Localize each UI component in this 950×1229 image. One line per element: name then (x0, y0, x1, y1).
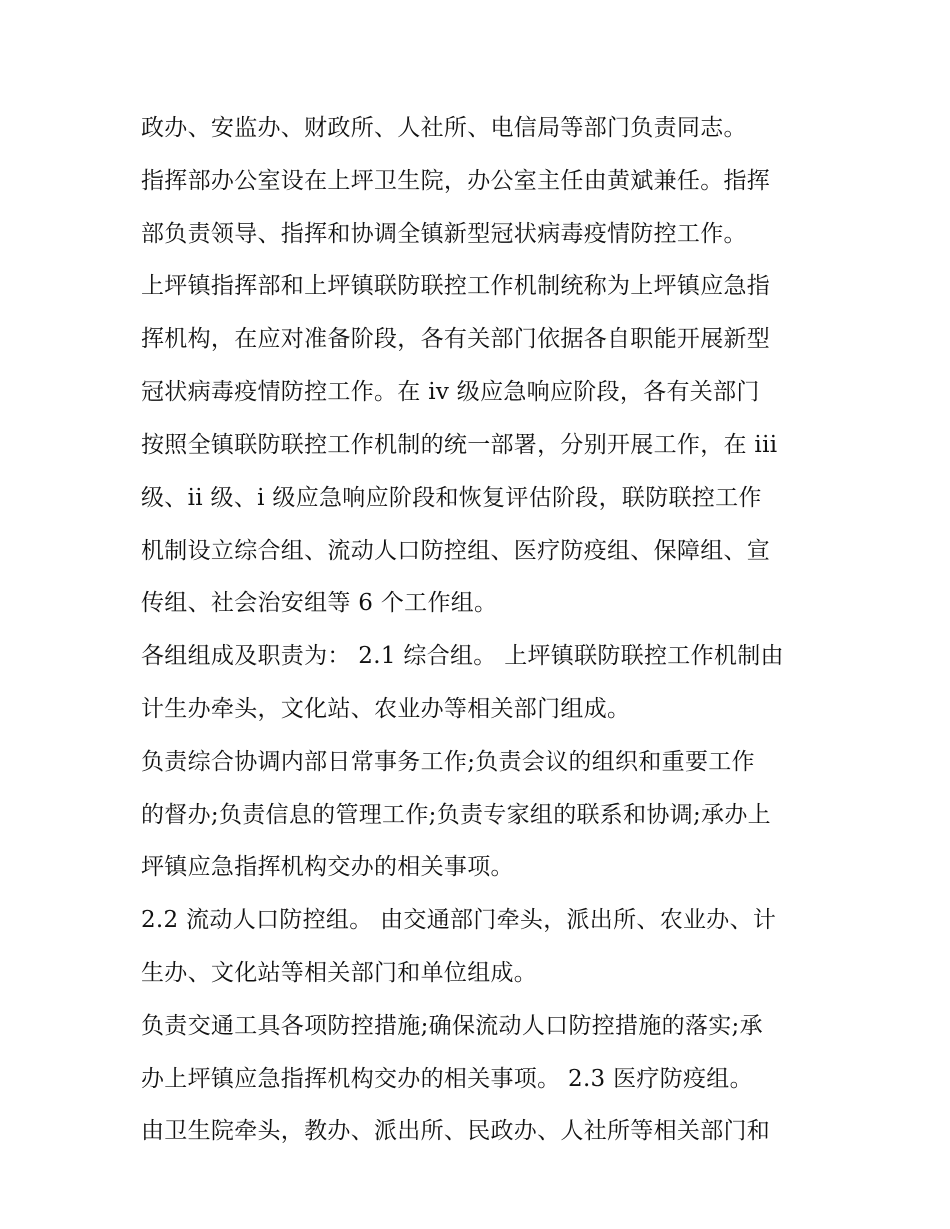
text-line: 生办、文化站等相关部门和单位组成。 (141, 960, 538, 986)
text-line: 办上坪镇应急指挥机构交办的相关事项。 2.3 医疗防疫组。 (141, 1066, 753, 1092)
text-line: 坪镇应急指挥机构交办的相关事项。 (141, 854, 514, 880)
text-line: 传组、社会治安组等 6 个工作组。 (141, 590, 498, 616)
text-line: 2.2 流动人口防控组。 由交通部门牵头，派出所、农业办、计 (141, 907, 777, 933)
text-line: 的督办;负责信息的管理工作;负责专家组的联系和协调;承办上 (141, 802, 771, 828)
text-line: 级、ii 级、i 级应急响应阶段和恢复评估阶段，联防联控工作 (141, 485, 762, 511)
text-line: 各组组成及职责为： 2.1 综合组。 上坪镇联防联控工作机制由 (141, 643, 784, 669)
text-line: 挥机构，在应对准备阶段，各有关部门依据各自职能开展新型 (141, 326, 771, 352)
text-line: 负责交通工具各项防控措施;确保流动人口防控措施的落实;承 (141, 1013, 763, 1039)
text-line: 冠状病毒疫情防控工作。在 iv 级应急响应阶段，各有关部门 (141, 379, 760, 405)
text-line: 计生办牵头，文化站、农业办等相关部门组成。 (141, 696, 631, 722)
text-line: 负责综合协调内部日常事务工作;负责会议的组织和重要工作 (141, 749, 755, 775)
text-line: 机制设立综合组、流动人口防控组、医疗防疫组、保障组、宣 (141, 538, 771, 564)
text-line: 部负责领导、指挥和协调全镇新型冠状病毒疫情防控工作。 (141, 221, 747, 247)
text-line: 由卫生院牵头，教办、派出所、民政办、人社所等相关部门和 (141, 1118, 771, 1144)
text-line: 政办、安监办、财政所、人社所、电信局等部门负责同志。 (141, 115, 747, 141)
text-line: 上坪镇指挥部和上坪镇联防联控工作机制统称为上坪镇应急指 (141, 273, 771, 299)
text-line: 按照全镇联防联控工作机制的统一部署，分别开展工作，在 iii (141, 432, 778, 458)
text-line: 指挥部办公室设在上坪卫生院，办公室主任由黄斌兼任。指挥 (141, 168, 771, 194)
